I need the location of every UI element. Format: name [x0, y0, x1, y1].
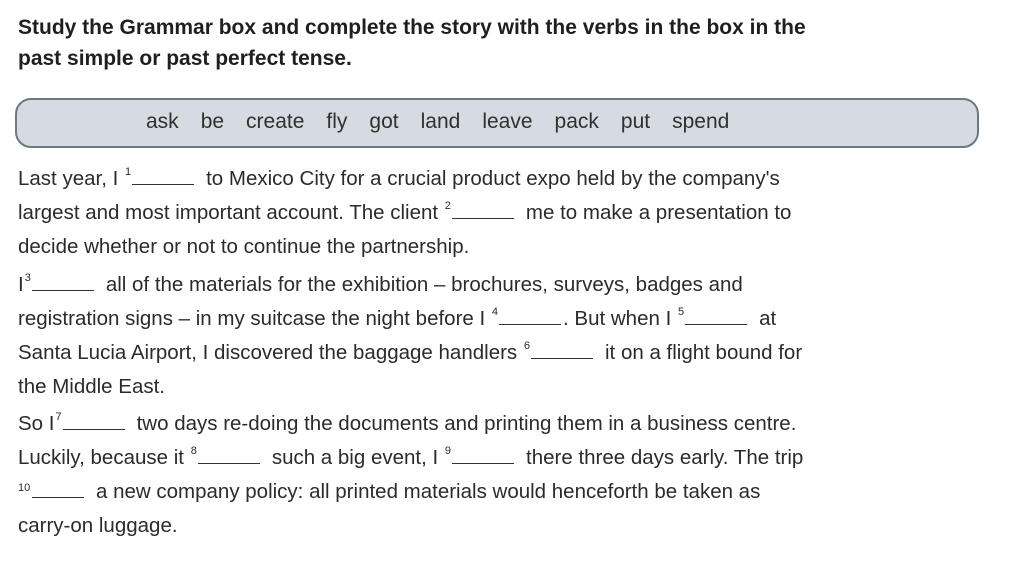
story-text: there three days early. The trip	[526, 446, 804, 469]
word-box-item: be	[200, 110, 225, 133]
story-text: to Mexico City for a crucial product expo held by the company's	[206, 167, 780, 190]
story-line	[18, 509, 1008, 543]
gap-blank-2[interactable]	[452, 198, 514, 219]
gap-blank-8[interactable]	[198, 443, 260, 464]
instructions-line-1: Study the Grammar box and complete the story with the verbs in the box in the	[18, 16, 806, 39]
gap-number: 7	[55, 411, 62, 423]
gap-blank-7[interactable]	[63, 409, 125, 430]
story-paragraph-3	[18, 407, 1008, 543]
story-line	[18, 162, 1008, 196]
word-box-item: got	[369, 110, 399, 133]
word-box-item: create	[246, 110, 305, 133]
story-text: at	[759, 307, 777, 330]
gap-number: 5	[677, 306, 685, 318]
gap-blank-4[interactable]	[499, 304, 561, 325]
story-text: largest and most important account. The client	[18, 201, 439, 224]
gap-blank-6[interactable]	[531, 338, 593, 359]
word-box-item: put	[620, 110, 651, 133]
gap-blank-3[interactable]	[32, 270, 94, 291]
exercise-instructions	[18, 12, 998, 74]
story-line	[18, 196, 1008, 230]
story-text: . But when I	[563, 307, 672, 330]
story-line	[18, 441, 1008, 475]
word-box-item: pack	[554, 110, 599, 133]
story-text: me to make a presentation to	[525, 201, 792, 224]
story-text: Santa Lucia Airport, I discovered the baggage handlers	[18, 341, 518, 364]
gap-blank-9[interactable]	[452, 443, 514, 464]
gap-blank-10[interactable]	[32, 477, 84, 498]
story-text: Last year, I	[18, 167, 119, 190]
word-box-item: leave	[482, 110, 533, 133]
gap-number: 1	[124, 166, 132, 178]
story-text: a new company policy: all printed materials would henceforth be taken as	[96, 480, 761, 503]
gap-number: 10	[18, 482, 31, 494]
instructions-line-2: past simple or past perfect tense.	[18, 47, 352, 70]
gap-number: 4	[491, 306, 499, 318]
word-box-item: spend	[672, 110, 730, 133]
story-text: registration signs – in my suitcase the night before I	[18, 307, 486, 330]
story-line	[18, 370, 1008, 404]
story-paragraph-1	[18, 162, 1008, 264]
story-text: I	[18, 273, 24, 296]
story-line	[18, 407, 1008, 441]
story-text: So I	[18, 412, 55, 435]
word-box-item: ask	[146, 110, 179, 133]
story-text: decide whether or not to continue the partnership.	[18, 235, 470, 258]
story-line	[18, 475, 1008, 509]
gap-number: 9	[444, 445, 452, 457]
story-text: such a big event, I	[271, 446, 439, 469]
gap-number: 3	[24, 272, 31, 284]
gap-number: 2	[444, 200, 451, 212]
story-text: carry-on luggage.	[18, 514, 178, 537]
story-line	[18, 336, 1008, 370]
story-text: Luckily, because it	[18, 446, 184, 469]
gap-number: 8	[190, 445, 197, 457]
word-box-list	[146, 110, 751, 134]
word-box-item: land	[420, 110, 461, 133]
story-line	[18, 230, 1008, 264]
story-line	[18, 268, 1008, 302]
story-text: it on a flight bound for	[605, 341, 803, 364]
story-text: the Middle East.	[18, 375, 165, 398]
gap-blank-5[interactable]	[685, 304, 747, 325]
story-text: all of the materials for the exhibition – brochures, surveys, badges and	[105, 273, 743, 296]
gap-number: 6	[523, 340, 530, 352]
gap-blank-1[interactable]	[132, 164, 194, 185]
story-text: two days re-doing the documents and printing them in a business centre.	[136, 412, 797, 435]
story-line	[18, 302, 1008, 336]
word-box-item: fly	[326, 110, 348, 133]
story-paragraph-2	[18, 268, 1008, 404]
